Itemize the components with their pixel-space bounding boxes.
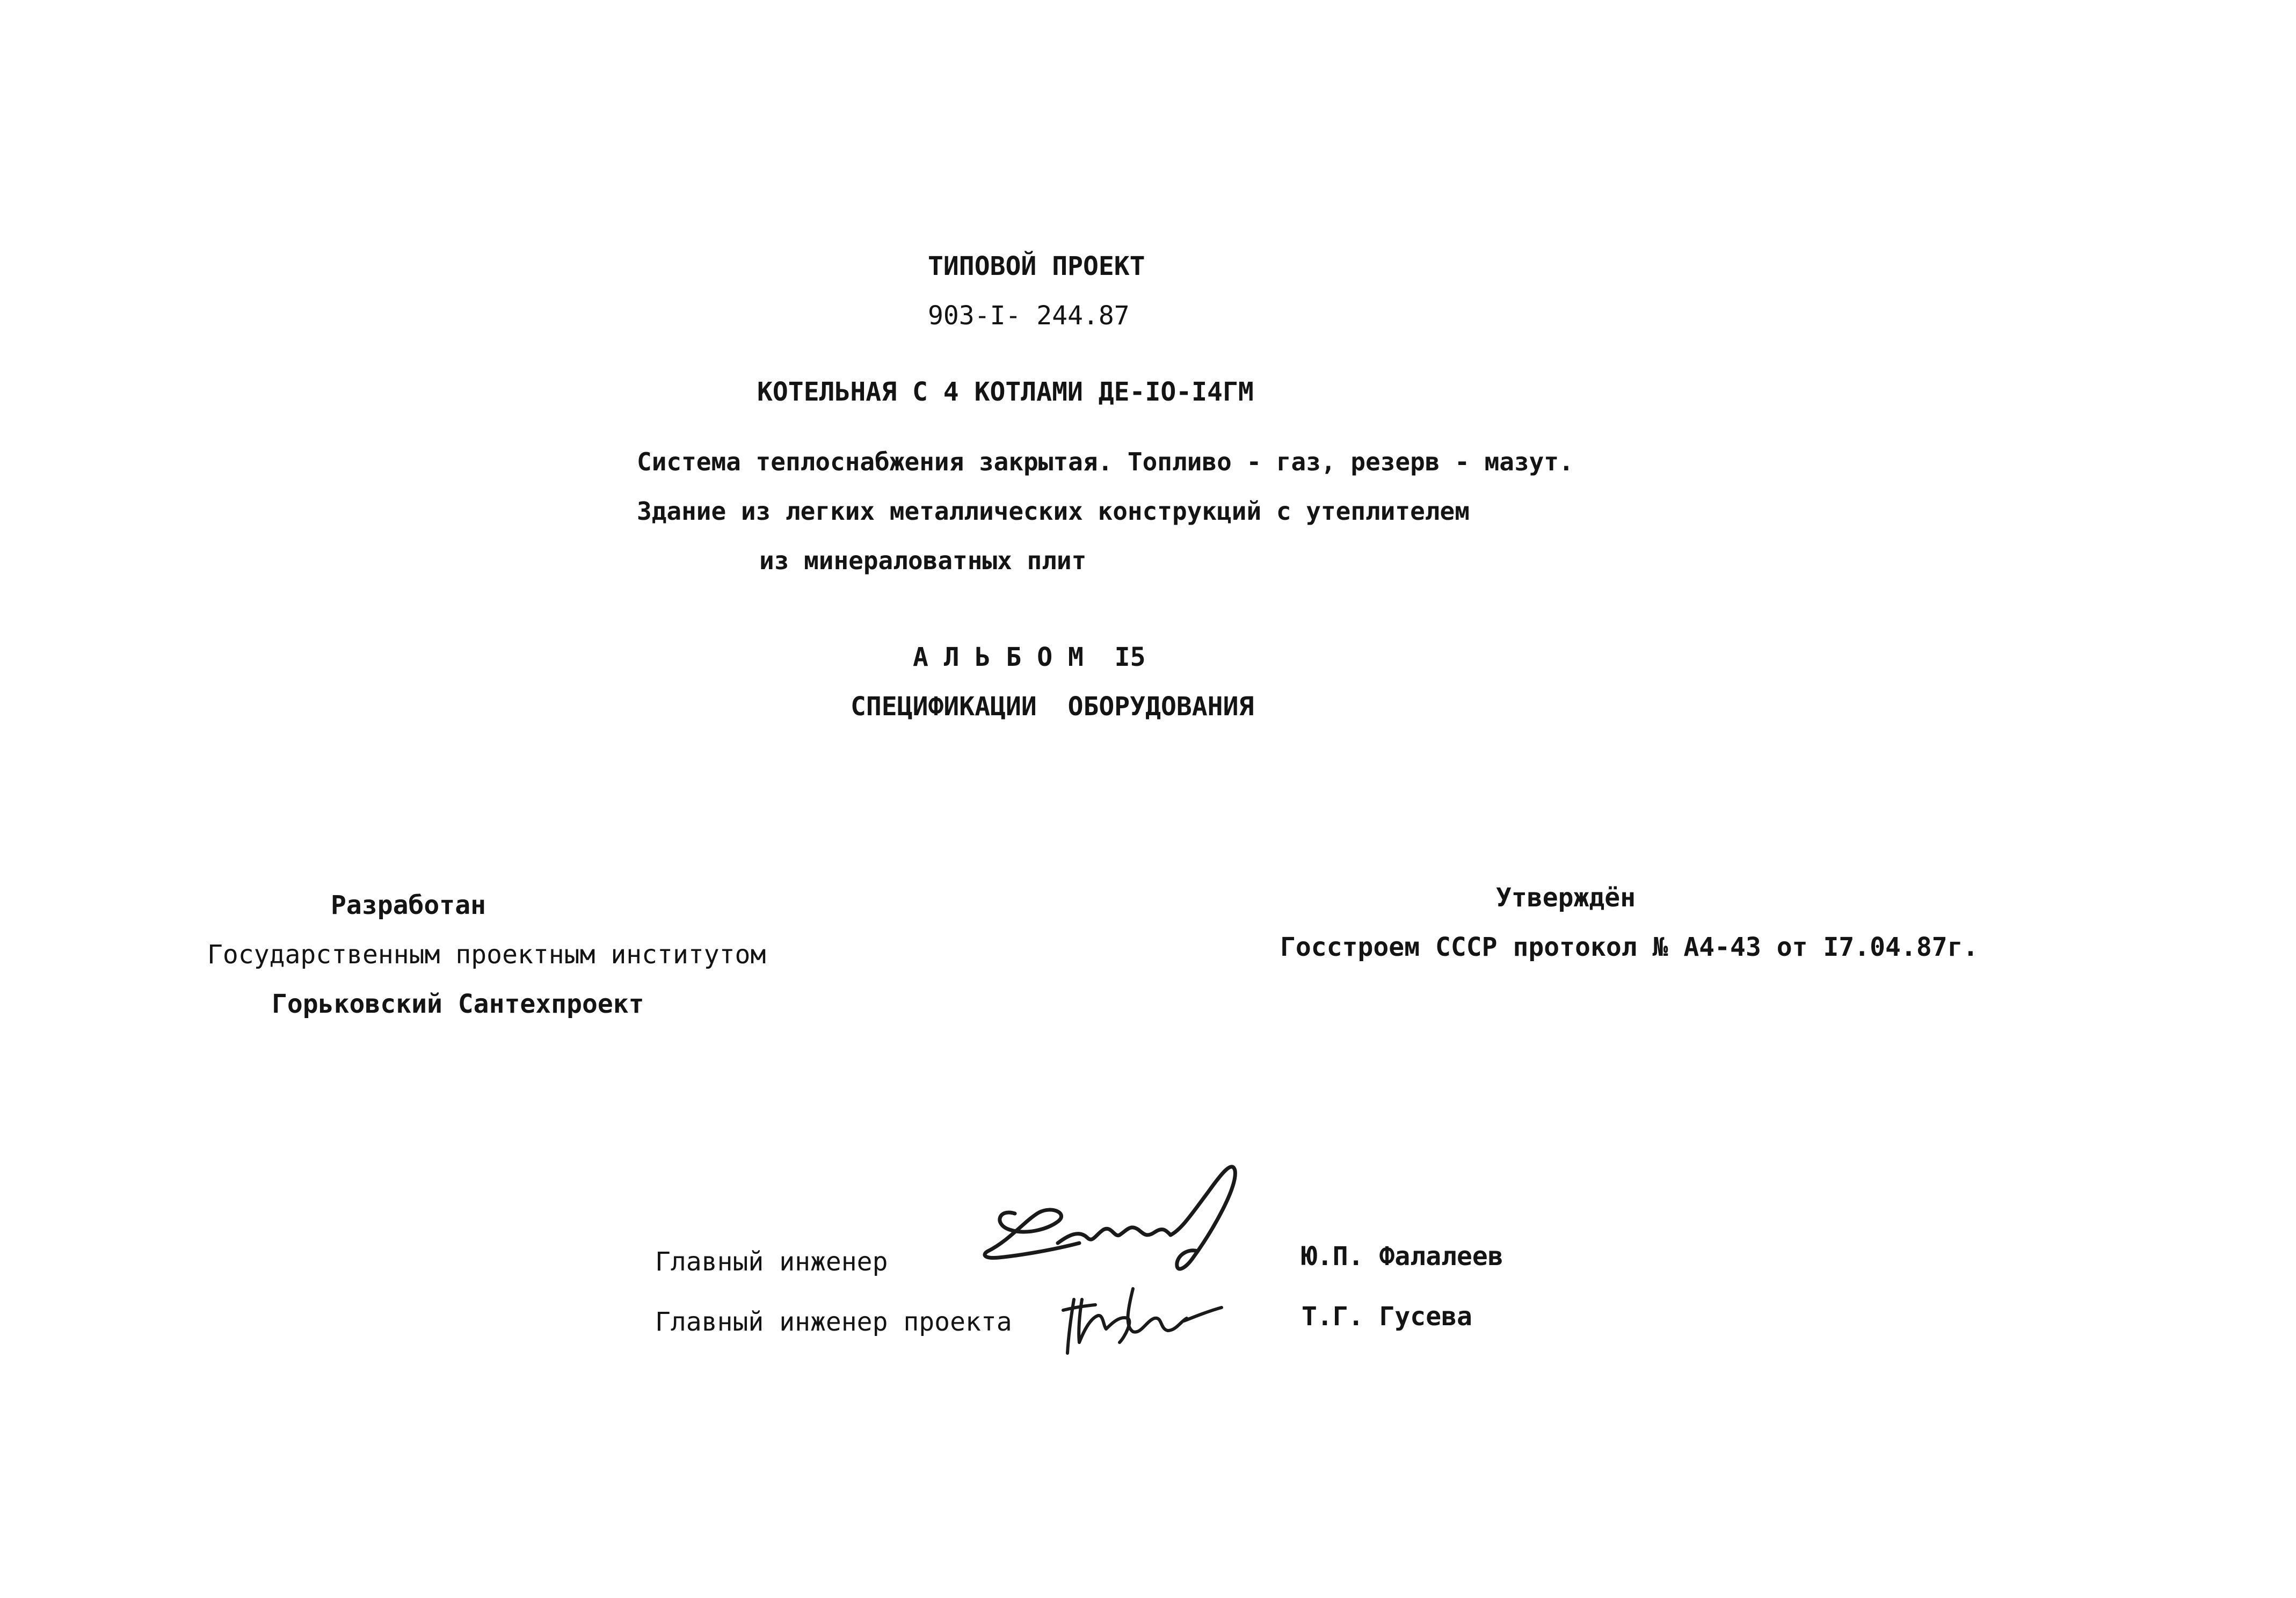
object-name: КОТЕЛЬНАЯ С 4 КОТЛАМИ ДЕ-IO-I4ГМ (757, 377, 1254, 407)
signature-name-chief-engineer: Ю.П. Фалалеев (1302, 1241, 1503, 1272)
developer-label: Разработан (331, 890, 486, 920)
album-number: А Л Ь Б О М I5 (913, 642, 1146, 672)
project-number: 903-I- 244.87 (928, 301, 1130, 331)
approval-label: Утверждён (1496, 883, 1636, 913)
signature-role-chief-engineer: Главный инженер (655, 1247, 888, 1277)
approval-text: Госстроем СССР протокол № А4-43 от I7.04.87г. (1280, 932, 1979, 962)
signature-chief-project-engineer-handwritten (1052, 1267, 1230, 1359)
description-line-1: Система теплоснабжения закрытая. Топливо - газ, резерв - мазут. (637, 447, 1574, 476)
description-line-2: Здание из легких металлических конструкций с утеплителем (637, 497, 1470, 526)
developer-org-line-2: Горьковский Сантехпроект (272, 989, 644, 1019)
album-title: СПЕЦИФИКАЦИИ ОБОРУДОВАНИЯ (851, 692, 1254, 722)
doc-type-heading: ТИПОВОЙ ПРОЕКТ (928, 251, 1145, 281)
signature-role-chief-project-engineer: Главный инженер проекта (655, 1307, 1012, 1337)
signature-name-chief-project-engineer: Т.Г. Гусева (1302, 1302, 1472, 1332)
description-line-3: из минераловатных плит (759, 546, 1087, 575)
developer-org-line-1: Государственным проектным институтом (207, 940, 766, 970)
